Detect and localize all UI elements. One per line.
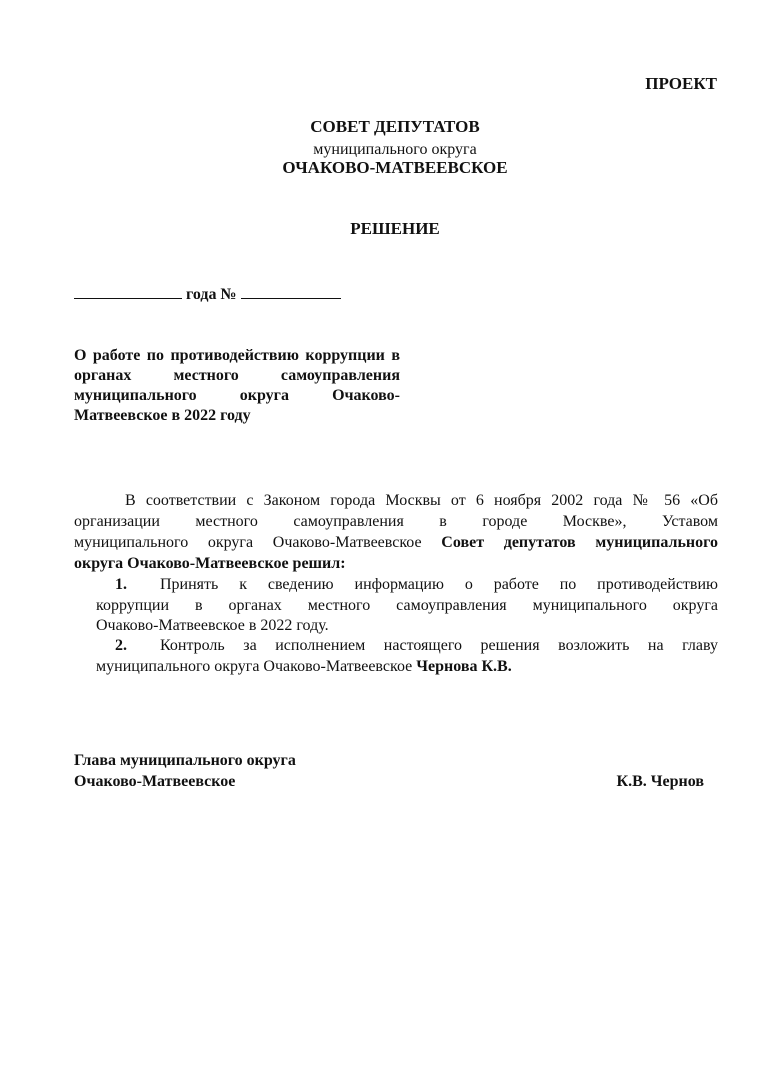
council-title: СОВЕТ ДЕПУТАТОВ bbox=[310, 117, 480, 136]
number-blank bbox=[241, 284, 341, 299]
document-type: РЕШЕНИЕ bbox=[350, 219, 440, 238]
date-line-text: года № bbox=[186, 286, 237, 303]
item-1-line-2: коррупции в органах местного самоуправления муниципального округа bbox=[96, 597, 718, 614]
item-2-line-2-bold: Чернова К.В. bbox=[416, 658, 512, 675]
item-1-number: 1. bbox=[115, 576, 127, 593]
item-2-number: 2. bbox=[115, 637, 127, 654]
preamble-line-4: округа Очаково-Матвеевское решил: bbox=[74, 555, 346, 572]
signatory-title-line-2: Очаково-Матвеевское bbox=[74, 773, 236, 790]
district-name: ОЧАКОВО-МАТВЕЕВСКОЕ bbox=[282, 158, 508, 177]
item-2-line-2 bbox=[96, 657, 718, 677]
item-1-line-1: Принять к сведению информацию о работе по противодействию bbox=[160, 576, 718, 593]
preamble-line-1: В соответствии с Законом города Москвы от 6 ноября 2002 года № 56 «Об bbox=[125, 492, 718, 509]
item-1-line-3: Очаково-Матвеевское в 2022 году. bbox=[96, 617, 329, 634]
preamble-line-3-plain: муниципального округа Очаково-Матвеевское bbox=[74, 534, 422, 551]
date-blank bbox=[74, 284, 182, 299]
signatory-name: К.В. Чернов bbox=[616, 773, 704, 790]
signatory-title-line-1: Глава муниципального округа bbox=[74, 752, 296, 769]
date-number-line bbox=[74, 284, 341, 305]
preamble-line-3 bbox=[74, 533, 718, 553]
item-2-line-2-plain: муниципального округа Очаково-Матвеевское bbox=[96, 658, 413, 675]
draft-stamp: ПРОЕКТ bbox=[645, 74, 717, 93]
preamble-line-2: организации местного самоуправления в городе Москве», Уставом bbox=[74, 513, 718, 530]
council-subtitle: муниципального округа bbox=[313, 141, 477, 158]
item-2-line-1: Контроль за исполнением настоящего решения возложить на главу bbox=[160, 637, 718, 654]
decision-subject: О работе по противодействию коррупции в органах местного самоуправления муниципального округа Очаково-Матвеевское в 2022 году bbox=[74, 347, 400, 424]
preamble-line-3-bold: Совет депутатов муниципального bbox=[441, 534, 719, 551]
